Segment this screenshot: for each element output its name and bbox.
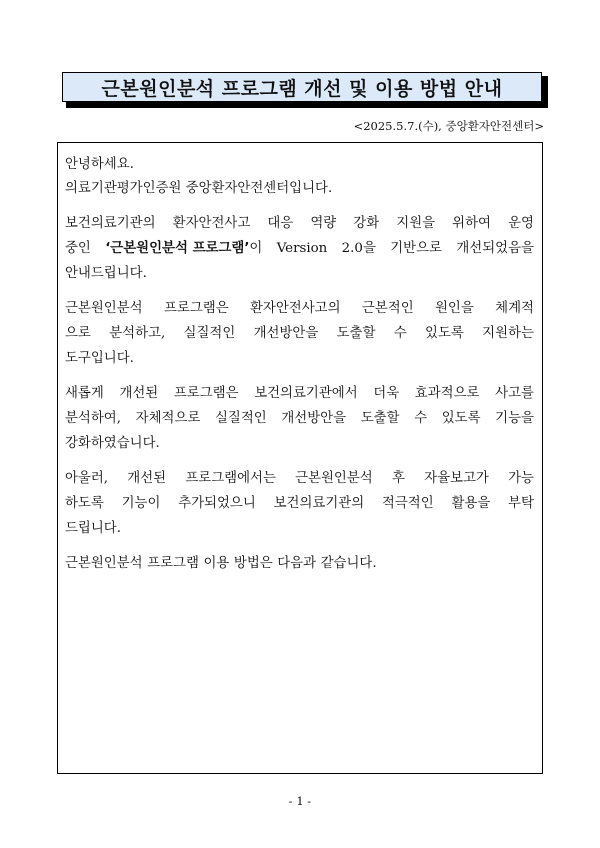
word: 기능이: [121, 496, 161, 511]
body-paragraphs: [65, 211, 534, 576]
word: 새롭게: [65, 386, 104, 401]
body-paragraph: [65, 466, 534, 541]
word: Version: [276, 241, 328, 256]
word: 프로그램에서는: [185, 471, 276, 486]
page-number: - 1 -: [288, 794, 312, 808]
word: 환자안전사고: [172, 216, 251, 231]
word: 드립니다.: [65, 521, 121, 536]
word: 강화: [353, 216, 380, 231]
word: 기반으로: [390, 241, 442, 256]
word: 수: [393, 326, 407, 341]
word: 중인: [65, 241, 91, 256]
word: 부탁: [508, 496, 534, 511]
word: 지원하는: [482, 326, 534, 341]
word: 실질적인: [183, 326, 236, 341]
word: 추가되었으니: [178, 496, 256, 511]
word: 개선된: [127, 471, 167, 486]
word: 개선된: [119, 386, 159, 401]
word: 원인을: [434, 301, 474, 316]
word: 자체적으로: [135, 411, 201, 426]
word: 적극적인: [381, 496, 434, 511]
word: 가능: [508, 471, 534, 486]
word: 환자안전사고의: [250, 301, 341, 316]
word: 역량: [310, 216, 337, 231]
word: 도출할: [336, 326, 376, 341]
word: 안내드립니다.: [65, 266, 147, 281]
paragraph-line: [65, 551, 534, 576]
body-paragraph: [65, 211, 534, 286]
title-banner: [62, 72, 542, 102]
word: 하도록: [65, 496, 104, 511]
word: 아울러,: [65, 471, 109, 486]
word: 강화하였습니다.: [65, 436, 160, 451]
word: 근본적인: [361, 301, 414, 316]
body-paragraph: [65, 551, 534, 576]
program-name-emphasis: ‘근본원인분석 프로그램’: [105, 241, 250, 256]
word: 기능을: [495, 411, 534, 426]
word: 프로그램은: [173, 386, 239, 401]
word: 근본원인분석: [295, 471, 373, 486]
paragraph-line: [65, 321, 534, 346]
word: 자율보고가: [424, 471, 489, 486]
word: 으로: [65, 326, 91, 341]
content-box: [57, 142, 543, 774]
word: 개선되었음을: [456, 241, 534, 256]
word: 활용을: [451, 496, 491, 511]
paragraph-line: [65, 466, 534, 491]
word: 개선방안을: [281, 411, 347, 426]
body-paragraph: [65, 381, 534, 456]
paragraph-line: [65, 381, 534, 406]
word: 있도록: [441, 411, 481, 426]
paragraph-line: [65, 236, 534, 261]
word: 더욱: [373, 386, 400, 401]
greeting-line: 의료기관평가인증원 중앙환자안전센터입니다.: [65, 181, 333, 196]
word: 이용: [203, 556, 230, 571]
word: 방법은: [233, 556, 273, 571]
word: 프로그램은: [163, 301, 229, 316]
word: 체계적: [495, 301, 534, 316]
word: 분석하여,: [65, 411, 121, 426]
word: 2.0을: [341, 241, 376, 256]
word: 실질적인: [214, 411, 267, 426]
word: 프로그램: [147, 556, 199, 571]
word: 있도록: [425, 326, 464, 341]
word: 도출할: [360, 411, 400, 426]
word: 개선방안을: [253, 326, 319, 341]
word: 다음과: [277, 556, 317, 571]
word: 근본원인분석: [65, 301, 143, 316]
paragraph-line: [65, 346, 534, 371]
document-title: 근본원인분석 프로그램 개선 및 이용 방법 안내: [101, 77, 503, 100]
word: 분석하고,: [109, 326, 166, 341]
word: 사고를: [495, 386, 534, 401]
paragraph-line: [65, 516, 534, 541]
word: 보건의료기관의: [273, 496, 365, 511]
word: 수: [414, 411, 428, 426]
paragraph-line: [65, 261, 534, 286]
paragraph-line: [65, 491, 534, 516]
word: 보건의료기관의: [65, 216, 156, 231]
word: 효과적으로: [414, 386, 480, 401]
body-paragraph: [65, 296, 534, 371]
word: 위하여: [452, 216, 491, 231]
word: 후: [391, 471, 405, 486]
word: 보건의료기관에서: [254, 386, 358, 401]
greeting-line: 안녕하세요.: [65, 157, 134, 172]
word: 운영: [508, 216, 534, 231]
paragraph-line: [65, 296, 534, 321]
word: ‘근본원인분석 프로그램’이: [105, 241, 263, 256]
word: 지원을: [396, 216, 436, 231]
word: 같습니다.: [320, 556, 377, 571]
paragraph-line: [65, 406, 534, 431]
word: 도구입니다.: [65, 351, 134, 366]
word: 근본원인분석: [65, 556, 143, 571]
paragraph-line: [65, 211, 534, 236]
date-and-issuer: <2025.5.7.(수), 중앙환자안전센터>: [353, 119, 544, 133]
word: 대응: [267, 216, 294, 231]
paragraph-line: [65, 431, 534, 456]
